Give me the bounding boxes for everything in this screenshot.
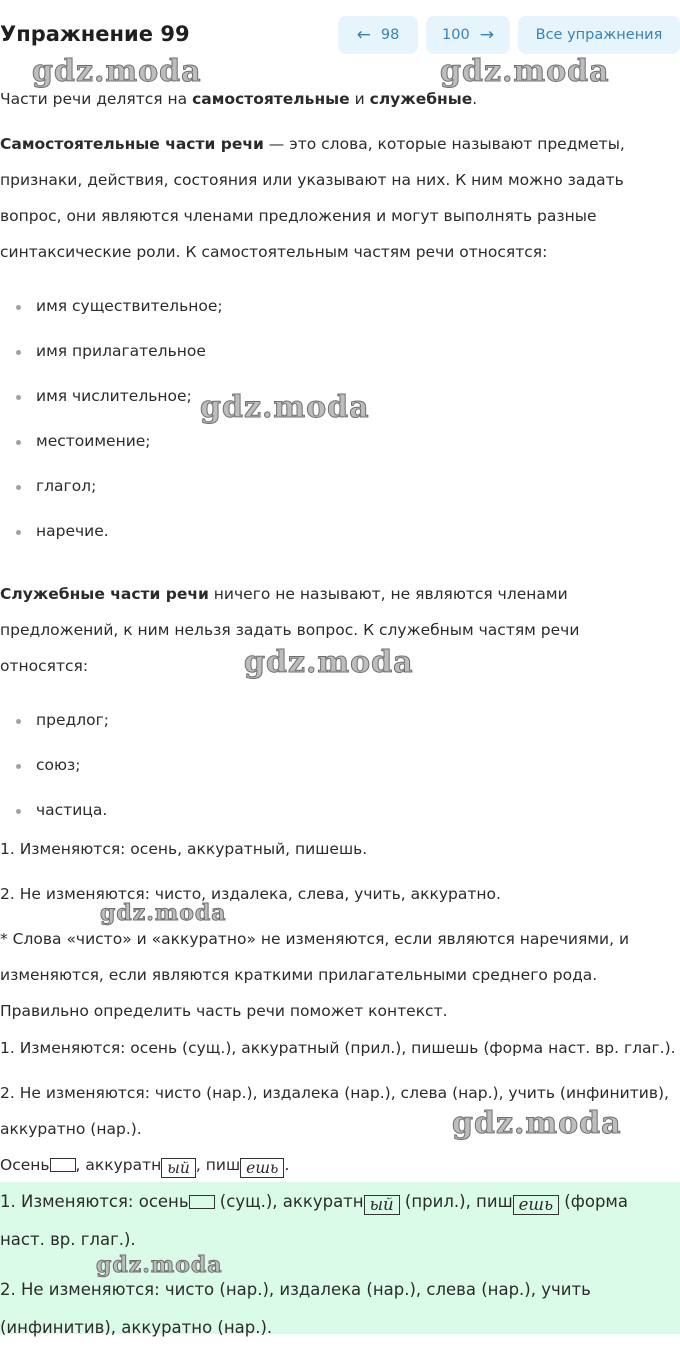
answer-line-2: наст. вр. глаг.). (0, 1230, 136, 1249)
answer-line-3: 2. Не изменяются: чисто (нар.), издалека (нар.), слева (нар.), учить (0, 1280, 591, 1299)
watermark-logo: gdz.moda (32, 54, 202, 89)
answer-line-1 (0, 1192, 680, 1215)
bullet-icon (16, 764, 21, 769)
note-line-2: изменяются, если являются краткими прилагательными среднего рода. (0, 966, 598, 984)
text: . (284, 1156, 290, 1174)
page-title: Упражнение 99 (0, 22, 190, 46)
ending-box: ешь (240, 1158, 284, 1178)
text: , аккуратн (75, 1156, 162, 1174)
bold-term: самостоятельные (192, 90, 350, 108)
bullet-icon (16, 485, 21, 490)
list-item: союз; (36, 756, 81, 774)
zero-ending-box (189, 1195, 215, 1209)
arrow-right-icon: → (479, 25, 494, 45)
prev-exercise-button[interactable] (338, 16, 418, 54)
independent-line-4: синтаксические роли. К самостоятельным частям речи относятся: (0, 243, 548, 261)
ending-box: ешь (513, 1195, 559, 1215)
bullet-icon (16, 350, 21, 355)
watermark-logo: gdz.moda (200, 390, 370, 425)
arrow-left-icon: ← (356, 25, 371, 45)
service-line-1 (0, 585, 680, 603)
bullet-icon (16, 440, 21, 445)
text: — это слова, которые называют предметы, (263, 135, 625, 153)
list-item: глагол; (36, 477, 97, 495)
solution-line-2: 2. Не изменяются: чисто, издалека, слева, учить, аккуратно. (0, 885, 501, 903)
service-line-3: относятся: (0, 657, 89, 675)
text: (прил.), пиш (399, 1192, 513, 1211)
solution-line-3: 1. Изменяются: осень (сущ.), аккуратный (прил.), пишешь (форма наст. вр. глаг.). (0, 1039, 676, 1057)
list-item: имя прилагательное (36, 342, 206, 360)
list-item: местоимение; (36, 432, 151, 450)
list-item: имя существительное; (36, 297, 223, 315)
ending-box: ый (364, 1195, 400, 1215)
list-item: предлог; (36, 711, 109, 729)
solution-line-4b: аккуратно (нар.). (0, 1120, 142, 1138)
bullet-icon (16, 809, 21, 814)
independent-line-2: признаки, действия, состояния или указывают на них. К ним можно задать (0, 171, 624, 189)
text: . (472, 90, 478, 108)
bullet-icon (16, 530, 21, 535)
watermark-logo: gdz.moda (244, 645, 414, 680)
list-item: имя числительное; (36, 387, 192, 405)
all-exercises-button[interactable] (518, 16, 680, 54)
text: Осень (0, 1156, 50, 1174)
zero-ending-box (50, 1158, 76, 1172)
independent-line-3: вопрос, они являются членами предложения и могут выполнять разные (0, 207, 597, 225)
intro-paragraph (0, 90, 680, 108)
morpheme-line (0, 1156, 680, 1178)
bold-term: служебные (369, 90, 473, 108)
watermark-logo: gdz.moda (96, 1252, 223, 1278)
answer-line-4: (инфинитив), аккуратно (нар.). (0, 1318, 273, 1337)
solution-line-1: 1. Изменяются: осень, аккуратный, пишешь. (0, 840, 368, 858)
bold-term: Служебные части речи (0, 585, 209, 603)
next-exercise-label: 100 (442, 27, 470, 43)
header (0, 16, 680, 56)
text: (форма (559, 1192, 628, 1211)
bullet-icon (16, 719, 21, 724)
next-exercise-button[interactable] (426, 16, 510, 54)
text: 1. Изменяются: осень (0, 1192, 189, 1211)
all-exercises-label: Все упражнения (535, 27, 663, 43)
list-item: частица. (36, 801, 108, 819)
list-item: наречие. (36, 522, 109, 540)
text: Части речи делятся на (0, 90, 193, 108)
bold-term: Самостоятельные части речи (0, 135, 264, 153)
note-line-3: Правильно определить часть речи поможет контекст. (0, 1002, 448, 1020)
ending-box: ый (161, 1158, 196, 1178)
solution-line-4a: 2. Не изменяются: чисто (нар.), издалека (нар.), слева (нар.), учить (инфинитив), (0, 1084, 669, 1102)
text: (сущ.), аккуратн (214, 1192, 364, 1211)
watermark-logo: gdz.moda (440, 54, 610, 89)
bullet-icon (16, 395, 21, 400)
service-line-2: предложений, к ним нельзя задать вопрос. К служебным частям речи (0, 621, 580, 639)
watermark-logo: gdz.moda (452, 1106, 622, 1141)
text: и (349, 90, 370, 108)
text: , пиш (195, 1156, 241, 1174)
prev-exercise-label: 98 (380, 27, 400, 43)
independent-line-1 (0, 135, 680, 153)
watermark-logo: gdz.moda (100, 900, 227, 926)
text: ничего не называют, не являются членами (208, 585, 568, 603)
bullet-icon (16, 305, 21, 310)
note-line-1: * Слова «чисто» и «аккуратно» не изменяются, если являются наречиями, и (0, 930, 630, 948)
